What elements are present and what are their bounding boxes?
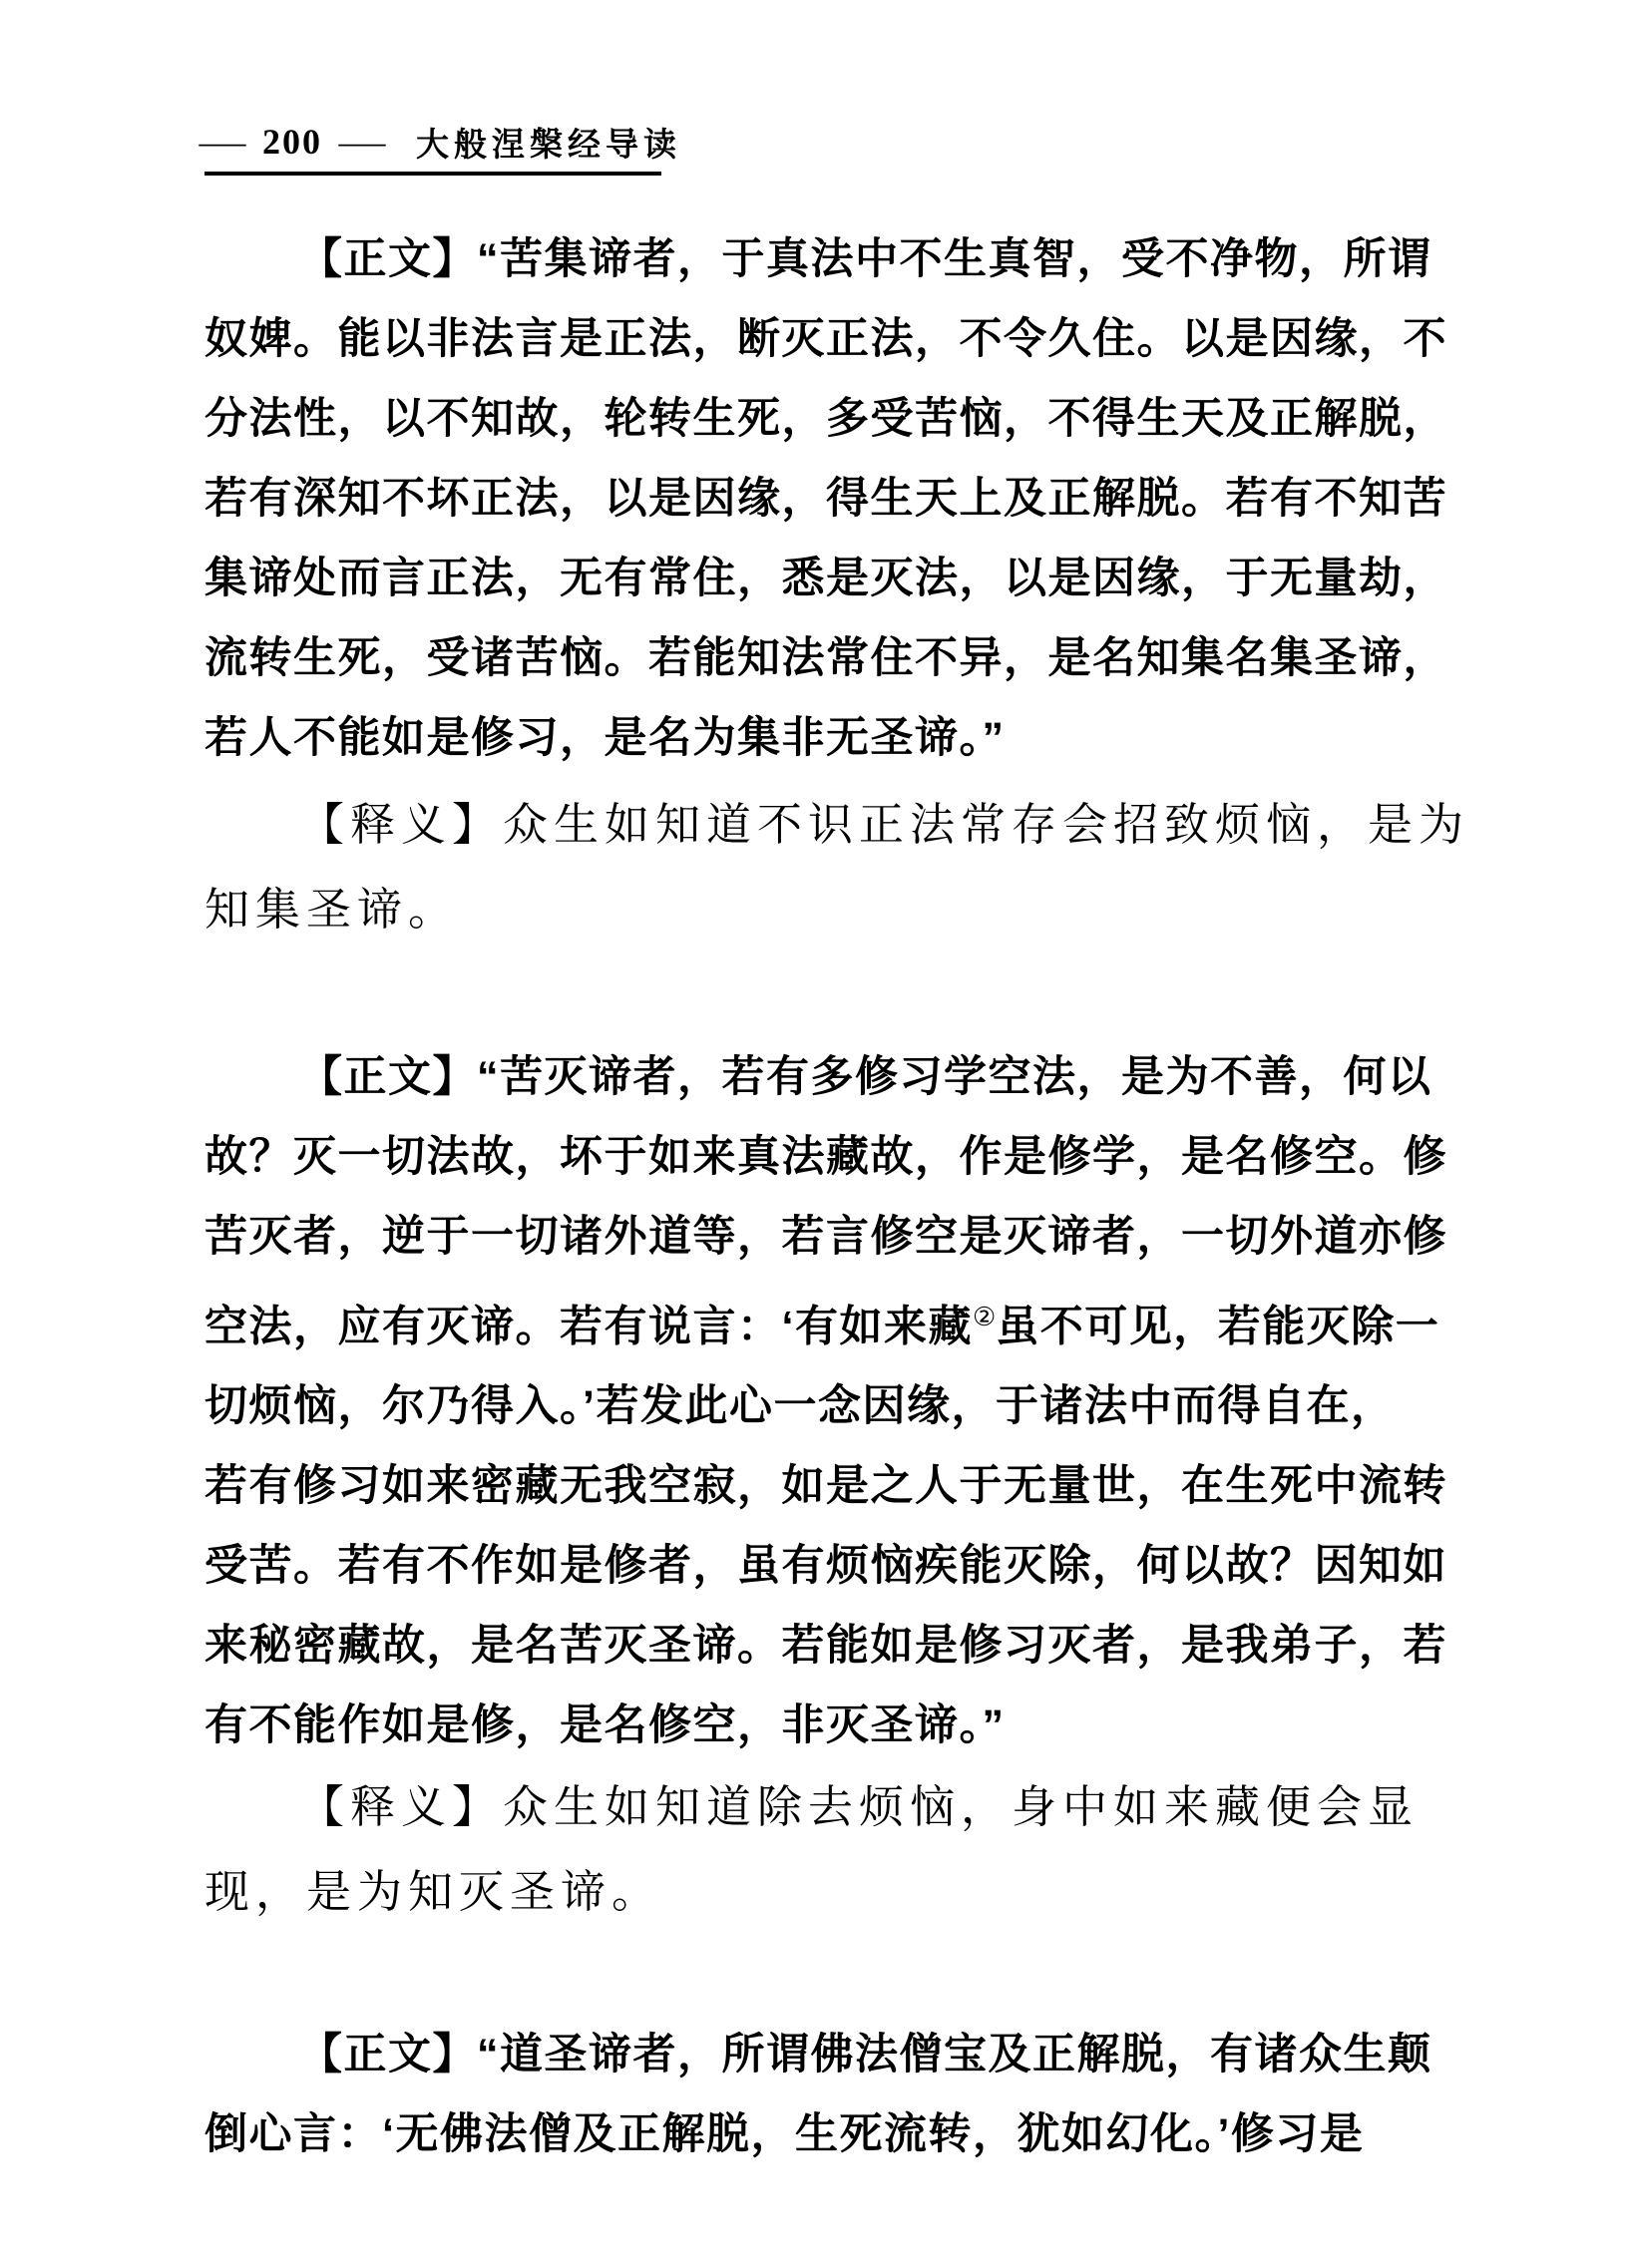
paragraph-shiyi-2 bbox=[204, 783, 1501, 952]
text-line: 若有修习如来密藏无我空寂，如是之人于无量世，在生死中流转 bbox=[204, 1462, 1447, 1511]
text-line: 知集圣谛。 bbox=[204, 885, 460, 935]
book-title: 大般涅槃经导读 bbox=[416, 125, 681, 163]
paragraph-shiyi-4 bbox=[204, 1765, 1501, 1935]
text-line: 来秘密藏故，是名苦灭圣谛。若能如是修习灭者，是我弟子，若 bbox=[204, 1622, 1447, 1671]
text-line: 故？灭一切法故，坏于如来真法藏故，作是修学，是名修空。修 bbox=[204, 1133, 1447, 1181]
footnote-marker: ② bbox=[972, 1302, 997, 1331]
text-line: 集谛处而言正法，无有常住，悉是灭法，以是因缘，于无量劫， bbox=[204, 555, 1447, 602]
paragraph-zhengwen-5 bbox=[204, 2015, 1501, 2174]
text-line: 现，是为知灭圣谛。 bbox=[204, 1867, 663, 1918]
header-dash-right: — bbox=[338, 122, 386, 162]
running-head bbox=[199, 118, 681, 166]
text-line: 奴婢。能以非法言是正法，断灭正法，不令久住。以是因缘，不 bbox=[204, 315, 1447, 363]
text-line: 切烦恼，尔乃得入。’若发此心一念因缘，于诸法中而得自在， bbox=[204, 1382, 1396, 1431]
text-line: 倒心言：‘无佛法僧及正解脱，生死流转，犹如幻化。’修习是 bbox=[204, 2110, 1365, 2159]
text-line: 苦灭者，逆于一切诸外道等，若言修空是灭谛者，一切外道亦修 bbox=[204, 1213, 1447, 1261]
header-dash-left: — bbox=[199, 122, 246, 162]
text-line: 【正文】“苦灭谛者，若有多修习学空法，是为不善，何以 bbox=[299, 1053, 1432, 1101]
text-line: 【释义】众生如知道除去烦恼，身中如来藏便会显 bbox=[299, 1782, 1420, 1833]
text-line: 受苦。若有不作如是修者，虽有烦恼疾能灭除，何以故？因知如 bbox=[204, 1542, 1447, 1591]
paragraph-zhengwen-1 bbox=[204, 219, 1501, 778]
text-line: 【正文】“道圣谛者，所谓佛法僧宝及正解脱，有诸众生颠 bbox=[299, 2031, 1432, 2079]
page-number: 200 bbox=[262, 122, 322, 162]
page-body bbox=[204, 219, 1501, 2174]
text-line: 若有深知不坏正法，以是因缘，得生天上及正解脱。若有不知苦 bbox=[204, 475, 1447, 523]
text-line: 【正文】“苦集谛者，于真法中不生真智，受不净物，所谓 bbox=[299, 235, 1432, 283]
text-line: 分法性，以不知故，轮转生死，多受苦恼，不得生天及正解脱， bbox=[204, 395, 1447, 443]
text-line: 有不能作如是修，是名修空，非灭圣谛。” bbox=[204, 1701, 1006, 1750]
header-rule bbox=[204, 172, 661, 176]
text-line: 空法，应有灭谛。若有说言：‘有如来藏②虽不可见，若能灭除一 bbox=[204, 1302, 1440, 1351]
text-line: 【释义】众生如知道不识正法常存会招致烦恼，是为 bbox=[299, 800, 1470, 850]
paragraph-zhengwen-3 bbox=[204, 1037, 1501, 1765]
text-line: 流转生死，受诸苦恼。若能知法常住不异，是名知集名集圣谛， bbox=[204, 634, 1447, 682]
text-line: 若人不能如是修习，是名为集非无圣谛。” bbox=[204, 714, 1006, 762]
